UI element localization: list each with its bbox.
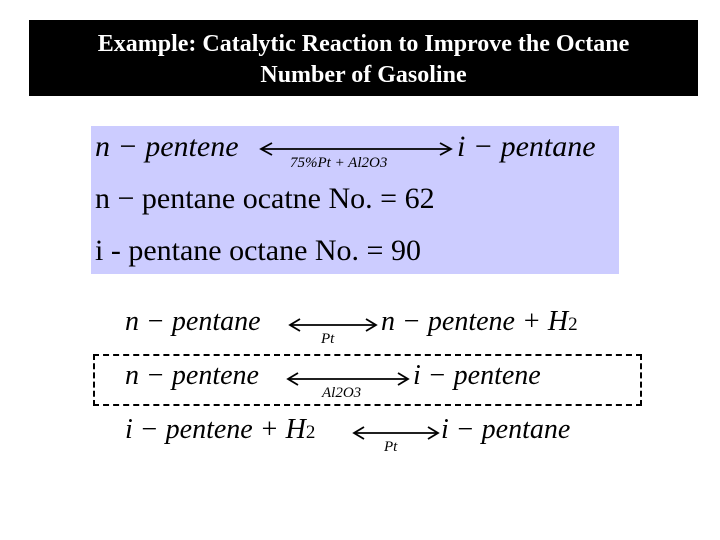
reaction2-reversible-arrow [285,372,411,386]
highlighted-equation-box [91,126,619,274]
reaction3-reversible-arrow [351,426,441,440]
eq1-catalyst-label: 75%Pt + Al2O3 [290,155,388,171]
eq1-reversible-arrow [258,142,454,156]
slide-title [29,20,698,96]
reaction3-left-text: i − pentene + H [125,414,306,445]
eq1-right: i − pentane [457,130,596,163]
reaction3-left [125,414,315,446]
reaction1-right-text: n − pentene + H [381,306,569,337]
reaction2-right: i − pentene [413,360,541,391]
reaction1-subscript: 2 [568,314,578,335]
reaction1-reversible-arrow [287,318,379,332]
eq2: n − pentane ocatne No. = 62 [95,182,435,215]
reaction2-catalyst-label: Al2O3 [322,385,362,401]
eq3: i - pentane octane No. = 90 [95,234,421,267]
title-line-2: Number of Gasoline [260,62,467,88]
reaction2-left: n − pentene [125,360,259,391]
reaction1-left: n − pentane [125,306,261,337]
reaction3-catalyst-label: Pt [384,439,398,455]
reaction3-right: i − pentane [441,414,571,445]
reaction1-right [381,306,578,338]
eq1-left: n − pentene [95,130,239,163]
title-line-1: Example: Catalytic Reaction to Improve the Octane [97,31,630,57]
reaction1-catalyst-label: Pt [321,331,335,347]
reaction3-subscript: 2 [305,422,316,443]
